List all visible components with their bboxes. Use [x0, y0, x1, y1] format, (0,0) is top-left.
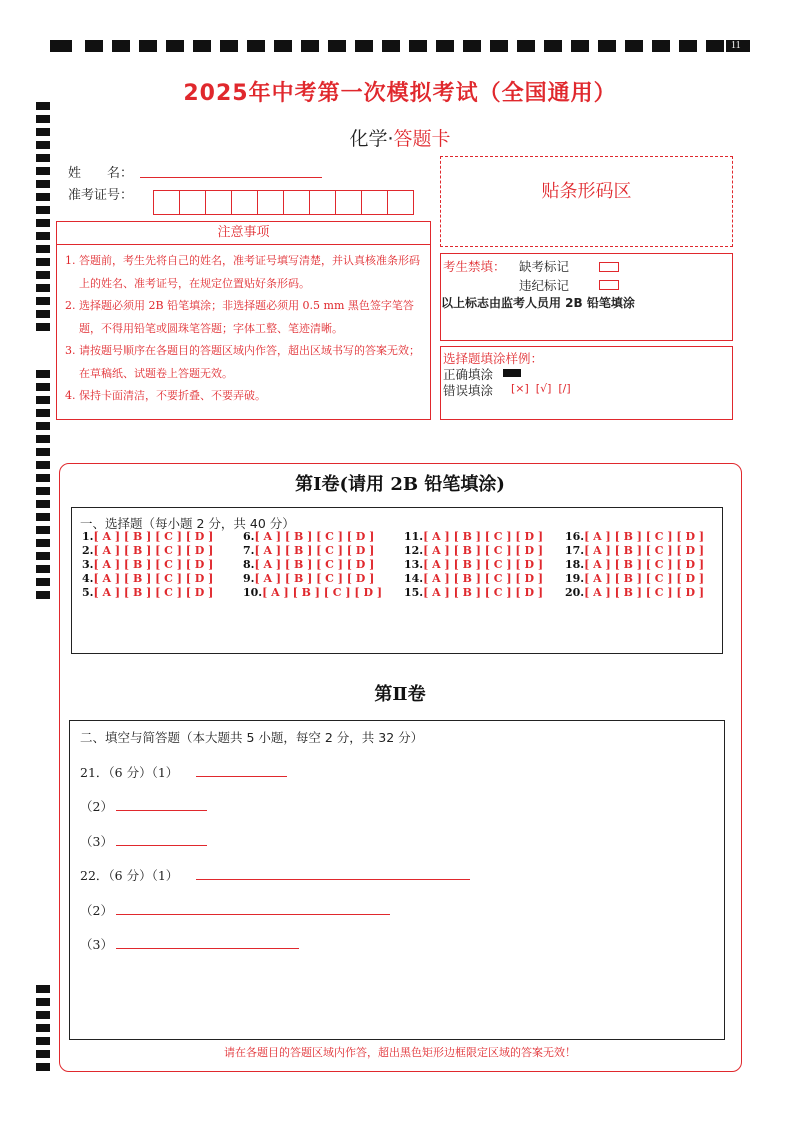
mcq-row[interactable]: 8.[ A ] [ B ] [ C ] [ D ] [243, 558, 375, 571]
notice-item: 1. 答题前，考生先将自己的姓名，准考证号填写清楚，并认真核准条形码上的姓名、准考证号，在规定位置贴好条形码。 [65, 254, 420, 290]
id-box[interactable] [257, 190, 284, 215]
mcq-row[interactable]: 16.[ A ] [ B ] [ C ] [ D ] [565, 530, 705, 543]
q21-2-answer[interactable] [116, 810, 207, 811]
id-box[interactable] [283, 190, 310, 215]
mcq-column-1 [82, 530, 252, 600]
wrong-fill-label: 错误填涂 [443, 383, 494, 398]
notice-heading: 注意事项 [57, 222, 430, 245]
mcq-row[interactable]: 4.[ A ] [ B ] [ C ] [ D ] [82, 572, 214, 585]
q22-label: 22．（6 分）（1） [80, 868, 179, 883]
q22-3-label: （3） [80, 937, 113, 952]
notice-item: 3. 请按题号顺序在各题目的答题区域内作答，超出区域书写的答案无效；在草稿纸、试题卷上答题无效。 [65, 344, 420, 380]
wrong-fill-samples: [×] [√] [/] [511, 382, 571, 395]
fill-sample-label: 选择题填涂样例： [443, 351, 544, 366]
mcq-row[interactable]: 7.[ A ] [ B ] [ C ] [ D ] [243, 544, 375, 557]
part2-title: 第Ⅱ卷 [374, 684, 426, 705]
q21-3-answer[interactable] [116, 845, 207, 846]
notice-box [56, 221, 431, 420]
id-box[interactable] [361, 190, 388, 215]
q21-1-answer[interactable] [196, 776, 287, 777]
mcq-row[interactable]: 17.[ A ] [ B ] [ C ] [ D ] [565, 544, 705, 557]
q21-2-label: （2） [80, 799, 113, 814]
page-number: 11 [728, 40, 744, 52]
violation-mark-label: 违纪标记 [519, 278, 570, 293]
top-timing-marks [50, 40, 750, 52]
part1-title: 第Ⅰ卷(请用 2B 铅笔填涂) [295, 474, 505, 495]
absent-mark-box[interactable] [599, 262, 619, 272]
mcq-row[interactable]: 20.[ A ] [ B ] [ C ] [ D ] [565, 586, 705, 599]
mcq-row[interactable]: 18.[ A ] [ B ] [ C ] [ D ] [565, 558, 705, 571]
id-box[interactable] [387, 190, 414, 215]
exam-mark-note: 以上标志由监考人员用 2B 铅笔填涂 [441, 296, 635, 310]
mcq-column-3 [404, 530, 574, 600]
mcq-row[interactable]: 12.[ A ] [ B ] [ C ] [ D ] [404, 544, 544, 557]
q22-2-answer[interactable] [116, 914, 390, 915]
mcq-row[interactable]: 9.[ A ] [ B ] [ C ] [ D ] [243, 572, 375, 585]
notice-item: 4. 保持卡面清洁，不要折叠、不要弄破。 [65, 389, 266, 402]
page-title: 2025年中考第一次模拟考试（全国通用） [183, 81, 617, 106]
mcq-row[interactable]: 10.[ A ] [ B ] [ C ] [ D ] [243, 586, 383, 599]
name-label: 姓 名： [68, 166, 134, 181]
mcq-row[interactable]: 6.[ A ] [ B ] [ C ] [ D ] [243, 530, 375, 543]
mcq-row[interactable]: 11.[ A ] [ B ] [ C ] [ D ] [404, 530, 544, 543]
side-timing-marks-bottom [36, 985, 50, 1076]
fill-heading: 二、填空与简答题（本大题共 5 小题，每空 2 分，共 32 分） [80, 730, 424, 745]
mcq-row[interactable]: 3.[ A ] [ B ] [ C ] [ D ] [82, 558, 214, 571]
q21-label: 21．（6 分）（1） [80, 765, 179, 780]
correct-fill-label: 正确填涂 [443, 367, 494, 382]
id-box[interactable] [153, 190, 180, 215]
mcq-row[interactable]: 14.[ A ] [ B ] [ C ] [ D ] [404, 572, 544, 585]
mcq-row[interactable]: 1.[ A ] [ B ] [ C ] [ D ] [82, 530, 214, 543]
q22-3-answer[interactable] [116, 948, 299, 949]
id-box[interactable] [335, 190, 362, 215]
mcq-heading: 一、选择题（每小题 2 分，共 40 分） [80, 516, 295, 531]
mcq-row[interactable]: 5.[ A ] [ B ] [ C ] [ D ] [82, 586, 214, 599]
absent-mark-label: 缺考标记 [519, 259, 570, 274]
mcq-column-4 [565, 530, 735, 600]
id-box[interactable] [309, 190, 336, 215]
q21-3-label: （3） [80, 834, 113, 849]
subtitle [0, 124, 800, 151]
exam-mark-panel [440, 253, 733, 341]
id-box[interactable] [231, 190, 258, 215]
mcq-row[interactable]: 13.[ A ] [ B ] [ C ] [ D ] [404, 558, 544, 571]
id-box[interactable] [205, 190, 232, 215]
mcq-column-2 [243, 530, 413, 600]
q22-2-label: （2） [80, 903, 113, 918]
id-box[interactable] [179, 190, 206, 215]
exam-mark-label: 考生禁填： [443, 259, 506, 274]
subject-label: 化学· [349, 128, 394, 150]
mcq-row[interactable]: 2.[ A ] [ B ] [ C ] [ D ] [82, 544, 214, 557]
violation-mark-box[interactable] [599, 280, 619, 290]
mcq-row[interactable]: 15.[ A ] [ B ] [ C ] [ D ] [404, 586, 544, 599]
card-label: 答题卡 [393, 128, 451, 150]
id-number-boxes[interactable] [153, 190, 413, 215]
q22-1-answer[interactable] [196, 879, 470, 880]
barcode-label: 贴条形码区 [541, 181, 632, 202]
barcode-area [440, 156, 733, 247]
footer-warning: 请在各题目的答题区域内作答，超出黑色矩形边框限定区域的答案无效！ [224, 1046, 576, 1059]
id-label: 准考证号： [68, 188, 134, 203]
mcq-row[interactable]: 19.[ A ] [ B ] [ C ] [ D ] [565, 572, 705, 585]
notice-item: 2. 选择题必须用 2B 铅笔填涂；非选择题必须用 0.5 mm 黑色签字笔答题，不得用铅笔或圆珠笔答题；字体工整、笔迹清晰。 [65, 299, 414, 335]
name-field[interactable] [140, 177, 322, 178]
fill-sample-panel [440, 346, 733, 420]
correct-fill-sample [503, 369, 521, 377]
